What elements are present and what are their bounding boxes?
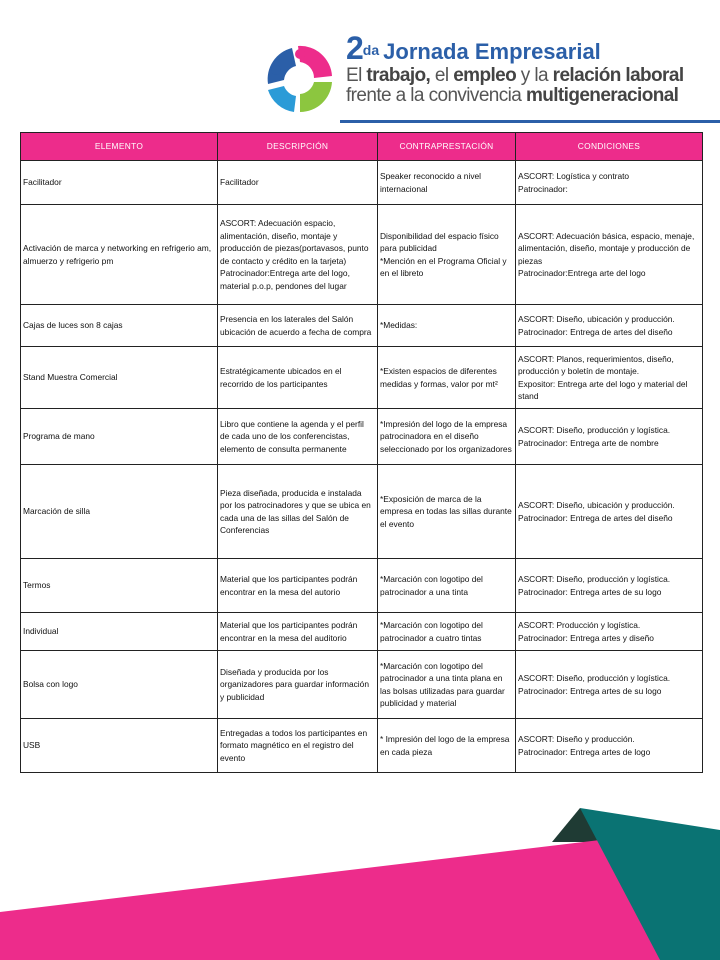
cell-descripcion: Estratégicamente ubicados en el recorrido de los participantes	[218, 347, 378, 409]
cell-condiciones: ASCORT: Planos, requerimientos, diseño, producción y boletín de montaje. Expositor: Entrega arte del logo y material del stand	[516, 347, 703, 409]
cell-contraprestacion: *Impresión del logo de la empresa patrocinadora en el diseño seleccionado por los organizadores	[378, 409, 516, 465]
cell-descripcion: Entregadas a todos los participantes en formato magnético en el registro del evento	[218, 719, 378, 773]
table-row	[21, 409, 703, 465]
cell-descripcion: Diseñada y producida por los organizadores para guardar información y publicidad	[218, 651, 378, 719]
cell-elemento: Stand Muestra Comercial	[21, 347, 218, 409]
cell-contraprestacion: * Impresión del logo de la empresa en cada pieza	[378, 719, 516, 773]
page-header	[0, 0, 720, 130]
cell-elemento: Cajas de luces son 8 cajas	[21, 305, 218, 347]
event-title-block	[346, 30, 720, 106]
cell-condiciones: ASCORT: Producción y logística. Patrocinador: Entrega artes y diseño	[516, 613, 703, 651]
cell-contraprestacion: *Marcación con logotipo del patrocinador a cuatro tintas	[378, 613, 516, 651]
header-condiciones: CONDICIONES	[516, 133, 703, 161]
cell-contraprestacion: *Marcación con logotipo del patrocinador a una tinta	[378, 559, 516, 613]
cell-contraprestacion: Speaker reconocido a nivel internacional	[378, 161, 516, 205]
cell-descripcion: ASCORT: Adecuación espacio, alimentación, diseño, montaje y producción de piezas(portavasos, punto de contacto y crédito en la tarjeta) Patrocinador:Entrega arte del logo, material p.o.p, pendones del lugar	[218, 205, 378, 305]
cell-elemento: Marcación de silla	[21, 465, 218, 559]
event-logo-icon	[262, 40, 338, 116]
cell-condiciones: ASCORT: Diseño, producción y logística. Patrocinador: Entrega arte de nombre	[516, 409, 703, 465]
header-descripcion: DESCRIPCIÓN	[218, 133, 378, 161]
table-row	[21, 719, 703, 773]
cell-descripcion: Presencia en los laterales del Salón ubicación de acuerdo a fecha de compra	[218, 305, 378, 347]
cell-contraprestacion: *Medidas:	[378, 305, 516, 347]
cell-contraprestacion: *Exposición de marca de la empresa en todas las sillas durante el evento	[378, 465, 516, 559]
sponsorship-table	[20, 132, 703, 773]
cell-condiciones: ASCORT: Diseño, producción y logística. Patrocinador: Entrega artes de su logo	[516, 651, 703, 719]
table-header-row	[21, 133, 703, 161]
cell-elemento: Programa de mano	[21, 409, 218, 465]
cell-contraprestacion: *Existen espacios de diferentes medidas y formas, valor por mt²	[378, 347, 516, 409]
table-row	[21, 651, 703, 719]
table-row	[21, 205, 703, 305]
event-subtitle-line1: El trabajo, el empleo y la relación laboral	[346, 65, 684, 86]
table-row	[21, 559, 703, 613]
event-title: $2^{da}$ Jornada Empresarial	[346, 30, 601, 66]
table-row	[21, 161, 703, 205]
cell-descripcion: Material que los participantes podrán encontrar en la mesa del autorio	[218, 559, 378, 613]
cell-elemento: Individual	[21, 613, 218, 651]
cell-condiciones: ASCORT: Diseño, ubicación y producción. Patrocinador: Entrega de artes del diseño	[516, 305, 703, 347]
cell-contraprestacion: *Marcación con logotipo del patrocinador a una tinta plana en las bolsas utilizadas para guardar publicidad y material	[378, 651, 516, 719]
cell-descripcion: Facilitador	[218, 161, 378, 205]
header-elemento: ELEMENTO	[21, 133, 218, 161]
footer-decoration	[0, 800, 720, 960]
cell-elemento: Facilitador	[21, 161, 218, 205]
cell-condiciones: ASCORT: Logística y contrato Patrocinador:	[516, 161, 703, 205]
cell-condiciones: ASCORT: Diseño y producción. Patrocinador: Entrega artes de logo	[516, 719, 703, 773]
header-contraprestacion: CONTRAPRESTACIÓN	[378, 133, 516, 161]
cell-descripcion: Libro que contiene la agenda y el perfil de cada uno de los conferencistas, elemento de consulta permanente	[218, 409, 378, 465]
header-underline	[340, 120, 720, 123]
table-row	[21, 613, 703, 651]
event-subtitle-line2: frente a la convivencia multigeneracional	[346, 85, 679, 106]
cell-elemento: Bolsa con logo	[21, 651, 218, 719]
cell-elemento: Activación de marca y networking en refrigerio am, almuerzo y refrigerio pm	[21, 205, 218, 305]
cell-elemento: Termos	[21, 559, 218, 613]
cell-elemento: USB	[21, 719, 218, 773]
cell-condiciones: ASCORT: Diseño, producción y logística. Patrocinador: Entrega artes de su logo	[516, 559, 703, 613]
cell-condiciones: ASCORT: Diseño, ubicación y producción. Patrocinador: Entrega de artes del diseño	[516, 465, 703, 559]
cell-descripcion: Material que los participantes podrán encontrar en la mesa del auditorio	[218, 613, 378, 651]
cell-descripcion: Pieza diseñada, producida e instalada por los patrocinadores y que se ubica en cada una de las sillas del Salón de Conferencias	[218, 465, 378, 559]
table-row	[21, 347, 703, 409]
table-row	[21, 465, 703, 559]
table-row	[21, 305, 703, 347]
cell-contraprestacion: Disponibilidad del espacio físico para publicidad *Mención en el Programa Oficial y en el libreto	[378, 205, 516, 305]
cell-condiciones: ASCORT: Adecuación básica, espacio, menaje, alimentación, diseño, montaje y producción de piezas Patrocinador:Entrega arte del logo	[516, 205, 703, 305]
